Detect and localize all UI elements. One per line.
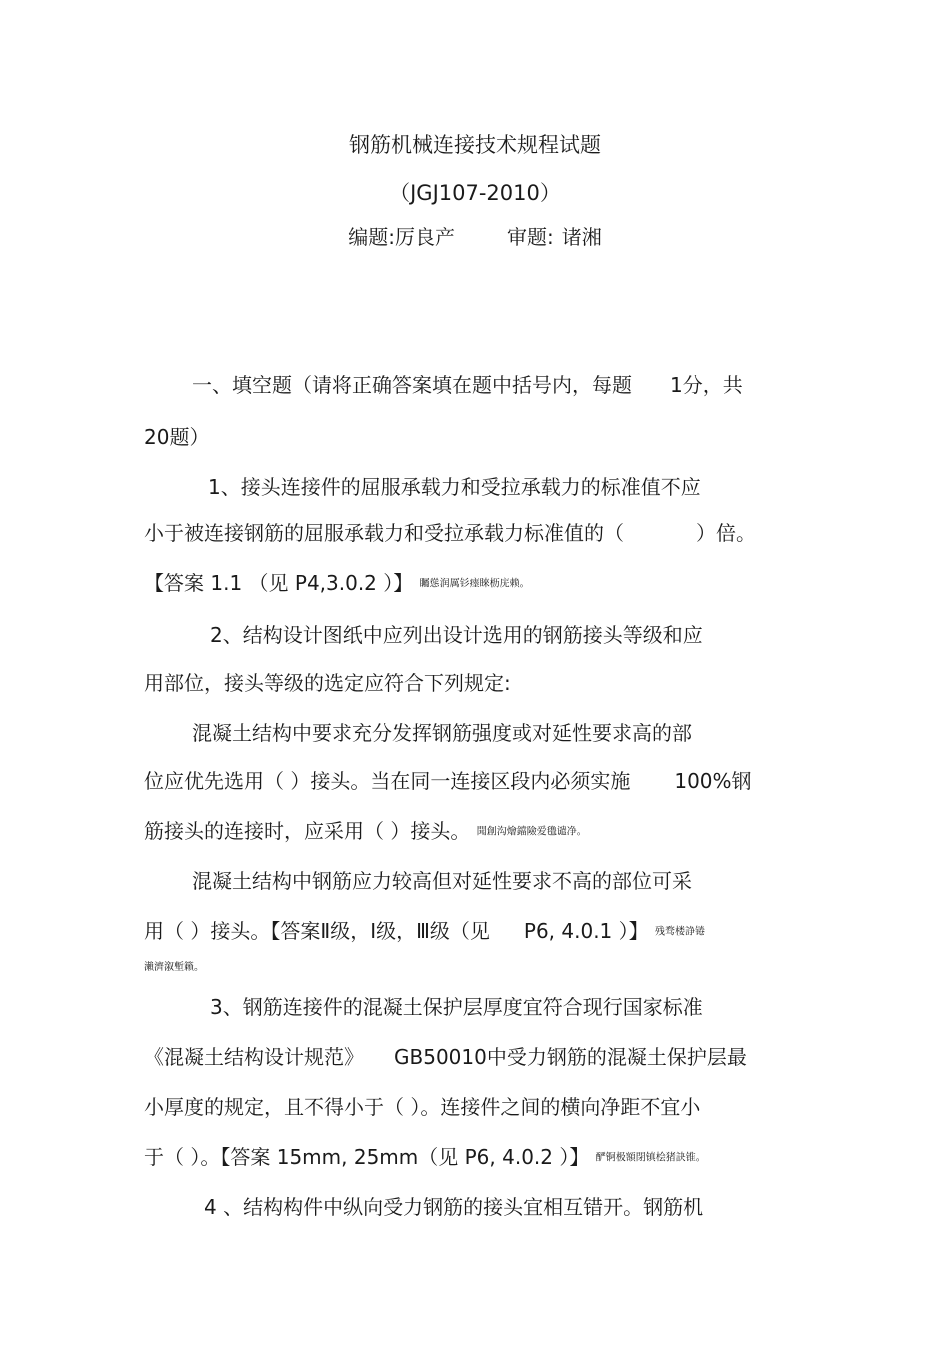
q3-text-a: 《混凝土结构设计规范》 xyxy=(144,1045,364,1069)
q2-text-b: 100%钢 xyxy=(674,769,752,793)
q1-line-2 xyxy=(144,520,756,546)
section-heading-text: 一、填空题（请将正确答案填在题中括号内，每题 xyxy=(192,373,632,397)
q2-line-2: 用部位，接头等级的选定应符合下列规定: xyxy=(144,671,511,695)
document-title: 钢筋机械连接技术规程试题 xyxy=(349,133,601,157)
q3-line-1: 3、钢筋连接件的混凝土保护层厚度宜符合现行国家标准 xyxy=(210,995,703,1019)
q2-small-text-1: 聞創沟燴鐺險爱氇谴净。 xyxy=(476,826,587,838)
q2-line-1: 2、结构设计图纸中应列出设计选用的钢筋接头等级和应 xyxy=(210,623,703,647)
q2-text-a: 位应优先选用（ ）接头。当在同一连接区段内必须实施 xyxy=(144,769,631,793)
q3-line-2 xyxy=(144,1044,747,1070)
q2-small-text-2: 残骛楼諍锩 xyxy=(655,926,705,938)
q2-line-4 xyxy=(144,768,752,794)
q2-answer-a: 用（ ）接头。【答案Ⅱ级，Ⅰ级，Ⅲ级（见 xyxy=(144,919,490,943)
q2-line-6: 混凝土结构中钢筋应力较高但对延性要求不高的部位可采 xyxy=(192,869,692,893)
q1-text-b: ）倍。 xyxy=(696,521,756,545)
reviewer-name: 诸湘 xyxy=(561,225,602,249)
section-heading xyxy=(192,372,743,398)
q3-text-b: GB50010中受力钢筋的混凝土保护层最 xyxy=(394,1045,747,1069)
q1-answer: 【答案 1.1 （见 P4,3.0.2 ）】 xyxy=(144,571,414,595)
q2-line-3: 混凝土结构中要求充分发挥钢筋强度或对延性要求高的部 xyxy=(192,721,692,745)
q2-line-7 xyxy=(144,918,705,944)
q2-text-5: 筋接头的连接时，应采用（ ）接头。 xyxy=(144,819,471,843)
section-heading-score: 1分，共 xyxy=(670,373,743,397)
editor-colon: : xyxy=(388,225,395,249)
section-heading-cont: 20题） xyxy=(144,425,210,449)
q3-line-3: 小厚度的规定，且不得小于（ ）。连接件之间的横向净距不宜小 xyxy=(144,1095,701,1119)
q1-answer-line xyxy=(144,570,530,596)
q2-small-text-3: 瀨濟溆塹籟。 xyxy=(144,962,204,973)
q4-line-1: 4 、结构构件中纵向受力钢筋的接头宜相互错开。钢筋机 xyxy=(204,1195,704,1219)
q1-text-a: 小于被连接钢筋的屈服承载力和受拉承载力标准值的（ xyxy=(144,521,624,545)
q3-answer: 于（ ）。【答案 15mm, 25mm（见 P6, 4.0.2 ）】 xyxy=(144,1145,590,1169)
q1-small-text: 矚慫润厲钐瘗睞枥庑赖。 xyxy=(419,578,530,590)
q2-answer-b: P6, 4.0.1 ）】 xyxy=(523,919,649,943)
q1-line-1: 1、接头连接件的屈服承载力和受拉承载力的标准值不应 xyxy=(208,475,701,499)
authors-line xyxy=(0,224,950,250)
reviewer-label: 审题: xyxy=(507,225,554,249)
q2-line-5 xyxy=(144,818,587,844)
editor-label: 编题 xyxy=(348,225,389,249)
q3-line-4 xyxy=(144,1144,706,1170)
standard-code: （JGJ107-2010） xyxy=(389,181,561,205)
q3-small-text: 酽锕极額閉镇桧猪訣锥。 xyxy=(595,1152,706,1164)
editor-name: 厉良产 xyxy=(395,225,455,249)
